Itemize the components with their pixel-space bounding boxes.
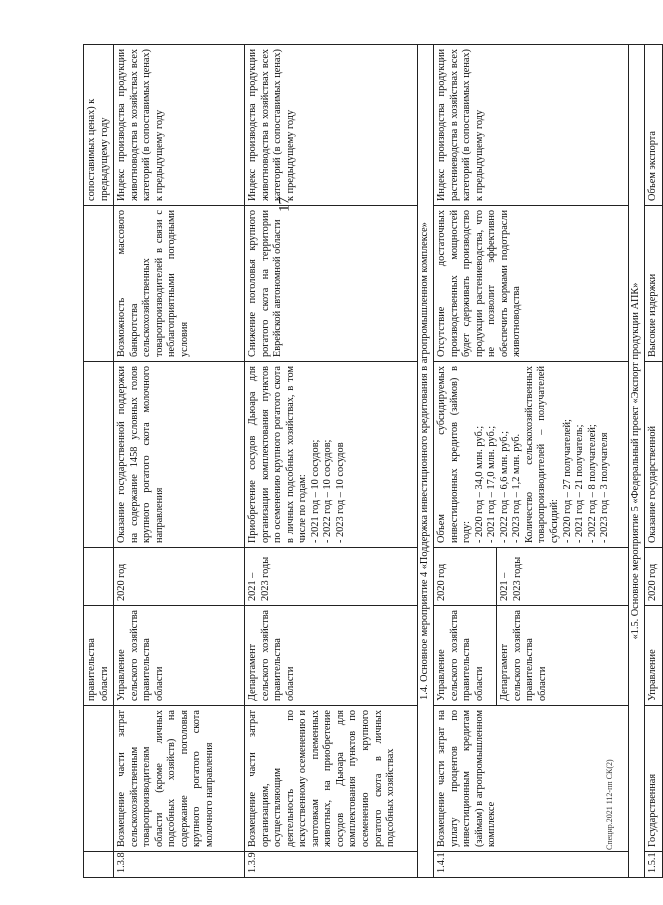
result-line: - 2021 год – 17,0 млн. руб.; [486,425,498,543]
result-line: - 2020 год – 34,0 млн. руб.; [473,425,485,543]
row-number: 1.3.8 [114,852,245,878]
performer-cell: Управление [645,606,663,706]
indicator-cell: Индекс производства продукции растениеводства в хозяйствах всех категорий (в сопоставимых ценах) к предыдущему году [434,45,629,206]
measure-name-cell: Возмещение части затрат на уплату процентов по инвестиционным кредитам (займам) в агропромышленном комплексе [434,706,629,852]
footer-note: Спецнр.2021 112-пп СК(2) [605,759,614,850]
result-line: Количество сельскохозяйственных товаропроизводителей – получателей субсидий: [523,366,561,543]
result-line: - 2022 год – 8 получателей; [586,424,598,543]
indicator-cell: сопоставимых ценах) к предыдущему году [84,45,114,206]
result-cell [245,362,418,548]
result-line: - 2021 год – 21 получатель; [574,424,586,543]
row-number: 1.4.1 [434,852,629,878]
period-cell: 2020 год [114,548,245,606]
page-number: 17 [276,197,293,212]
result-cell [434,362,629,548]
section-heading-row [629,45,645,878]
row-number: 1.3.9 [245,852,418,878]
table-row [84,45,114,878]
section-heading: 1.4. Основное мероприятие 4 «Поддержка инвестиционного кредитования в агропромышленном комплексе» [418,45,434,878]
table-row [434,45,497,878]
performer-cell: Управление сельского хозяйства правительства области [434,606,497,706]
risk-cell: Высокие издержки [645,206,663,362]
indicator-cell: Индекс производства продукции животноводства в хозяйствах всех категорий (в сопоставимых ценах) к предыдущему году [114,45,245,206]
result-line: - 2023 год – 1,2 млн. руб. [511,433,523,543]
risk-cell: Возможность массового банкротства сельскохозяйственных товаропроизводителей в связи с неблагоприятными погодными условия [114,206,245,362]
result-line: - 2021 год – 10 сосудов; [309,439,321,543]
measures-table [83,44,663,878]
result-cell [114,362,245,548]
section-heading-row [418,45,434,878]
period-cell: 2021 – 2023 годы [245,548,418,606]
indicator-cell: Объем экспорта [645,45,663,206]
performer-cell: правительства области [84,606,114,706]
result-line: - 2023 год – 3 получателя [599,432,611,543]
table-row [245,45,418,878]
risk-cell: Снижение поголовья крупного рогатого скота на территории Еврейской автономной области [245,206,418,362]
section-heading: «1.5. Основное мероприятие 5 «Федеральный проект «Экспорт продукции АПК» [629,45,645,878]
period-cell: 2020 год [434,548,497,606]
row-number: 1.5.1 [645,852,663,878]
performer-cell: Департамент сельского хозяйства правительства области [497,606,629,706]
result-line: - 2020 год – 27 получателей; [561,419,573,543]
result-cell: Оказание государственной [645,362,663,548]
performer-cell: Управление сельского хозяйства правительства области [114,606,245,706]
table-row [114,45,245,878]
performer-cell: Департамент сельского хозяйства правительства области [245,606,418,706]
result-line: - 2023 год – 10 сосудов [334,442,346,543]
result-line: - 2022 год – 6,6 млн. руб.; [498,431,510,543]
table-row [645,45,663,878]
indicator-cell: Индекс производства продукции животноводства в хозяйствах всех категорий (в сопоставимых ценах) к предыдущему году [245,45,418,206]
result-line: - 2022 год – 10 сосудов; [322,439,334,543]
period-cell: 2020 год [645,548,663,606]
result-line: Объем субсидируемых инвестиционных кредитов (займов) в году: [436,366,473,543]
measure-name-cell: Государственная [645,706,663,852]
risk-cell: Отсутствие достаточных производственных мощностей будет сдерживать производство продукции растениеводства, что не позволит эффективно обеспечить кормами подотрасли животноводства [434,206,629,362]
result-line: Оказание государственной поддержки на содержание 1458 условных голов крупного рогатого скота молочного направления [116,366,165,543]
rotated-table-region [83,45,659,878]
period-cell: 2021 – 2023 годы [497,548,629,606]
result-line: Приобретение сосудов Дьюара для организации комплектования пунктов по осеменению крупного рогатого скота в личных подсобных хозяйствах, в том числе по годам: [247,366,309,543]
measure-name-cell: Возмещение части затрат сельскохозяйственным товаропроизводителям области (кроме личных подсобных хозяйств) на содержание поголовья крупного рогатого скота молочного направления [114,706,245,852]
measure-name-cell: Возмещение части затрат организациям, осуществляющим деятельность по искусственному осеменению и заготовкам племенных животных, на приобретение сосудов Дьюара для комплектования пунктов по осеменению крупного рогатого скота в личных подсобных хозяйствах [245,706,418,852]
